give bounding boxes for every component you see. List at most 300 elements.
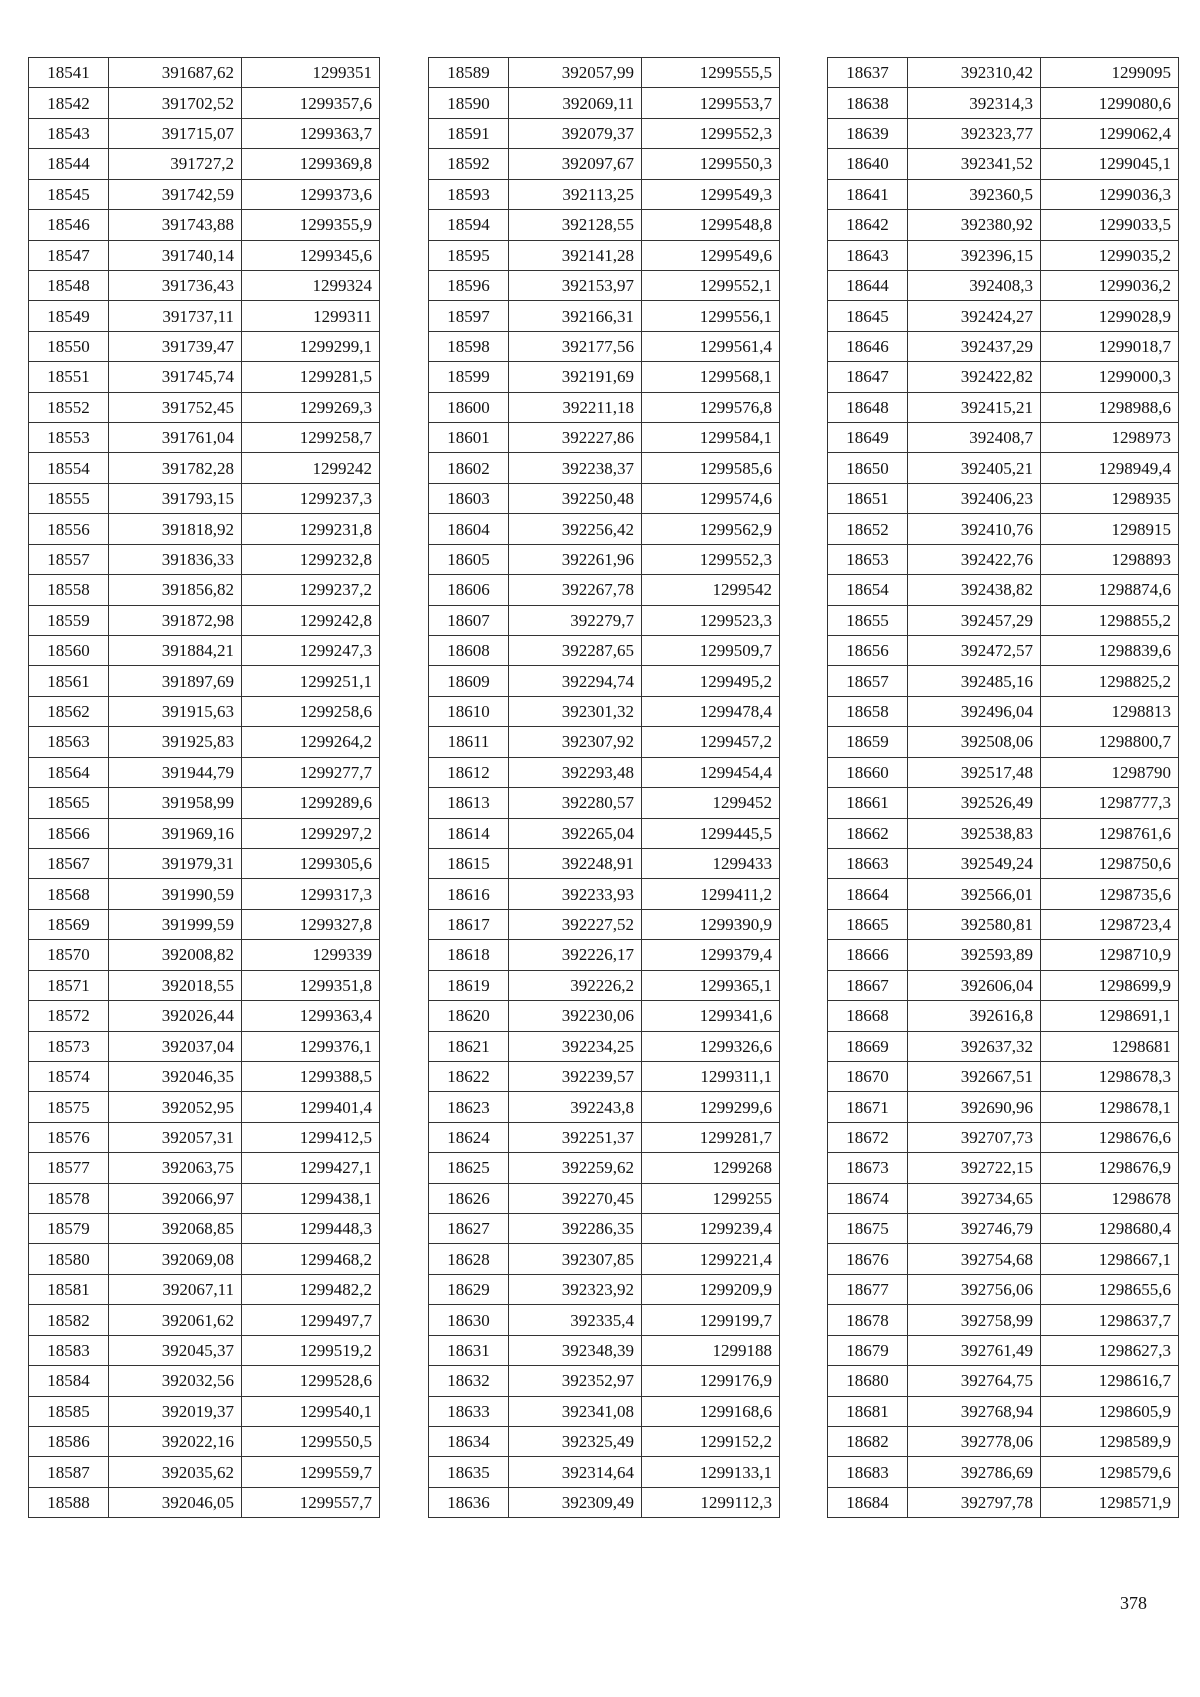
- table-row: [29, 149, 380, 179]
- x-coordinate-cell: 392057,99: [509, 58, 642, 88]
- table-row: [429, 1457, 780, 1487]
- point-number-cell: 18623: [429, 1092, 509, 1122]
- y-coordinate-cell: 1299557,7: [242, 1487, 380, 1517]
- y-coordinate-cell: 1299559,7: [242, 1457, 380, 1487]
- point-number-cell: 18640: [828, 149, 908, 179]
- point-number-cell: 18654: [828, 575, 908, 605]
- table-row: [828, 1274, 1179, 1304]
- point-number-cell: 18676: [828, 1244, 908, 1274]
- y-coordinate-cell: 1299550,3: [642, 149, 780, 179]
- y-coordinate-cell: 1299231,8: [242, 514, 380, 544]
- point-number-cell: 18684: [828, 1487, 908, 1517]
- y-coordinate-cell: 1299540,1: [242, 1396, 380, 1426]
- x-coordinate-cell: 392293,48: [509, 757, 642, 787]
- x-coordinate-cell: 391715,07: [109, 118, 242, 148]
- table-row: [828, 1426, 1179, 1456]
- y-coordinate-cell: 1299341,6: [642, 1001, 780, 1031]
- point-number-cell: 18671: [828, 1092, 908, 1122]
- y-coordinate-cell: 1298855,2: [1041, 605, 1179, 635]
- table-row: [29, 575, 380, 605]
- y-coordinate-cell: 1299454,4: [642, 757, 780, 787]
- x-coordinate-cell: 392248,91: [509, 848, 642, 878]
- table-row: [828, 605, 1179, 635]
- y-coordinate-cell: 1299247,3: [242, 636, 380, 666]
- y-coordinate-cell: 1299311: [242, 301, 380, 331]
- y-coordinate-cell: 1298699,9: [1041, 970, 1179, 1000]
- table-row: [828, 483, 1179, 513]
- point-number-cell: 18651: [828, 483, 908, 513]
- y-coordinate-cell: 1299036,3: [1041, 179, 1179, 209]
- x-coordinate-cell: 392341,52: [908, 149, 1041, 179]
- point-number-cell: 18672: [828, 1122, 908, 1152]
- y-coordinate-cell: 1298678,3: [1041, 1061, 1179, 1091]
- x-coordinate-cell: 392061,62: [109, 1305, 242, 1335]
- x-coordinate-cell: 392301,32: [509, 696, 642, 726]
- x-coordinate-cell: 392396,15: [908, 240, 1041, 270]
- x-coordinate-cell: 392352,97: [509, 1366, 642, 1396]
- y-coordinate-cell: 1298678,1: [1041, 1092, 1179, 1122]
- point-number-cell: 18675: [828, 1214, 908, 1244]
- y-coordinate-cell: 1298678: [1041, 1183, 1179, 1213]
- x-coordinate-cell: 392141,28: [509, 240, 642, 270]
- table-row: [828, 1122, 1179, 1152]
- y-coordinate-cell: 1299281,5: [242, 362, 380, 392]
- x-coordinate-cell: 392261,96: [509, 544, 642, 574]
- y-coordinate-cell: 1299062,4: [1041, 118, 1179, 148]
- point-number-cell: 18584: [29, 1366, 109, 1396]
- point-number-cell: 18673: [828, 1153, 908, 1183]
- table-row: [429, 392, 780, 422]
- table-row: [429, 179, 780, 209]
- y-coordinate-cell: 1299412,5: [242, 1122, 380, 1152]
- y-coordinate-cell: 1299357,6: [242, 88, 380, 118]
- point-number-cell: 18547: [29, 240, 109, 270]
- x-coordinate-cell: 391740,14: [109, 240, 242, 270]
- table-row: [429, 1487, 780, 1517]
- point-number-cell: 18614: [429, 818, 509, 848]
- point-number-cell: 18569: [29, 909, 109, 939]
- table-row: [828, 909, 1179, 939]
- point-number-cell: 18596: [429, 270, 509, 300]
- x-coordinate-cell: 392335,4: [509, 1305, 642, 1335]
- y-coordinate-cell: 1298935: [1041, 483, 1179, 513]
- table-row: [429, 1366, 780, 1396]
- point-number-cell: 18609: [429, 666, 509, 696]
- point-number-cell: 18555: [29, 483, 109, 513]
- table-row: [429, 118, 780, 148]
- point-number-cell: 18678: [828, 1305, 908, 1335]
- y-coordinate-cell: 1299561,4: [642, 331, 780, 361]
- table-row: [828, 270, 1179, 300]
- point-number-cell: 18578: [29, 1183, 109, 1213]
- point-number-cell: 18677: [828, 1274, 908, 1304]
- x-coordinate-cell: 392314,3: [908, 88, 1041, 118]
- table-row: [29, 58, 380, 88]
- y-coordinate-cell: 1299152,2: [642, 1426, 780, 1456]
- table-row: [828, 1487, 1179, 1517]
- table-row: [29, 696, 380, 726]
- point-number-cell: 18592: [429, 149, 509, 179]
- point-number-cell: 18611: [429, 727, 509, 757]
- point-number-cell: 18681: [828, 1396, 908, 1426]
- point-number-cell: 18580: [29, 1244, 109, 1274]
- y-coordinate-cell: 1299585,6: [642, 453, 780, 483]
- x-coordinate-cell: 391752,45: [109, 392, 242, 422]
- y-coordinate-cell: 1299277,7: [242, 757, 380, 787]
- y-coordinate-cell: 1299388,5: [242, 1061, 380, 1091]
- point-number-cell: 18649: [828, 423, 908, 453]
- table-row: [429, 1426, 780, 1456]
- point-number-cell: 18655: [828, 605, 908, 635]
- table-row: [29, 240, 380, 270]
- table-row: [29, 1366, 380, 1396]
- y-coordinate-cell: 1299427,1: [242, 1153, 380, 1183]
- y-coordinate-cell: 1299555,5: [642, 58, 780, 88]
- table-row: [429, 1274, 780, 1304]
- x-coordinate-cell: 392079,37: [509, 118, 642, 148]
- x-coordinate-cell: 392227,86: [509, 423, 642, 453]
- y-coordinate-cell: 1299033,5: [1041, 210, 1179, 240]
- point-number-cell: 18665: [828, 909, 908, 939]
- y-coordinate-cell: 1298825,2: [1041, 666, 1179, 696]
- x-coordinate-cell: 392761,49: [908, 1335, 1041, 1365]
- x-coordinate-cell: 392380,92: [908, 210, 1041, 240]
- table-row: [429, 1122, 780, 1152]
- point-number-cell: 18552: [29, 392, 109, 422]
- table-row: [429, 575, 780, 605]
- y-coordinate-cell: 1298655,6: [1041, 1274, 1179, 1304]
- y-coordinate-cell: 1299438,1: [242, 1183, 380, 1213]
- point-number-cell: 18559: [29, 605, 109, 635]
- x-coordinate-cell: 392238,37: [509, 453, 642, 483]
- table-row: [29, 605, 380, 635]
- table-row: [429, 666, 780, 696]
- x-coordinate-cell: 392438,82: [908, 575, 1041, 605]
- y-coordinate-cell: 1298680,4: [1041, 1214, 1179, 1244]
- x-coordinate-cell: 391969,16: [109, 818, 242, 848]
- y-coordinate-cell: 1299568,1: [642, 362, 780, 392]
- table-row: [429, 1244, 780, 1274]
- x-coordinate-cell: 392113,25: [509, 179, 642, 209]
- point-number-cell: 18631: [429, 1335, 509, 1365]
- table-row: [828, 1305, 1179, 1335]
- point-number-cell: 18598: [429, 331, 509, 361]
- table-row: [429, 331, 780, 361]
- y-coordinate-cell: 1299242,8: [242, 605, 380, 635]
- x-coordinate-cell: 392508,06: [908, 727, 1041, 757]
- point-number-cell: 18603: [429, 483, 509, 513]
- x-coordinate-cell: 392234,25: [509, 1031, 642, 1061]
- y-coordinate-cell: 1298915: [1041, 514, 1179, 544]
- table-row: [29, 818, 380, 848]
- x-coordinate-cell: 392722,15: [908, 1153, 1041, 1183]
- point-number-cell: 18663: [828, 848, 908, 878]
- point-number-cell: 18683: [828, 1457, 908, 1487]
- point-number-cell: 18660: [828, 757, 908, 787]
- table-row: [29, 879, 380, 909]
- y-coordinate-cell: 1299482,2: [242, 1274, 380, 1304]
- point-number-cell: 18573: [29, 1031, 109, 1061]
- x-coordinate-cell: 392538,83: [908, 818, 1041, 848]
- y-coordinate-cell: 1299411,2: [642, 879, 780, 909]
- table-row: [429, 636, 780, 666]
- y-coordinate-cell: 1299542: [642, 575, 780, 605]
- table-row: [29, 1214, 380, 1244]
- table-row: [29, 1092, 380, 1122]
- x-coordinate-cell: 392037,04: [109, 1031, 242, 1061]
- point-number-cell: 18618: [429, 940, 509, 970]
- x-coordinate-cell: 392069,11: [509, 88, 642, 118]
- y-coordinate-cell: 1299188: [642, 1335, 780, 1365]
- point-number-cell: 18610: [429, 696, 509, 726]
- x-coordinate-cell: 392734,65: [908, 1183, 1041, 1213]
- table-row: [828, 240, 1179, 270]
- point-number-cell: 18558: [29, 575, 109, 605]
- table-row: [429, 453, 780, 483]
- point-number-cell: 18604: [429, 514, 509, 544]
- table-row: [429, 818, 780, 848]
- table-row: [29, 392, 380, 422]
- x-coordinate-cell: 392063,75: [109, 1153, 242, 1183]
- point-number-cell: 18646: [828, 331, 908, 361]
- table-row: [828, 1457, 1179, 1487]
- point-number-cell: 18543: [29, 118, 109, 148]
- point-number-cell: 18564: [29, 757, 109, 787]
- x-coordinate-cell: 392032,56: [109, 1366, 242, 1396]
- x-coordinate-cell: 392066,97: [109, 1183, 242, 1213]
- point-number-cell: 18624: [429, 1122, 509, 1152]
- point-number-cell: 18620: [429, 1001, 509, 1031]
- point-number-cell: 18638: [828, 88, 908, 118]
- x-coordinate-cell: 392485,16: [908, 666, 1041, 696]
- table-row: [29, 1244, 380, 1274]
- point-number-cell: 18587: [29, 1457, 109, 1487]
- point-number-cell: 18650: [828, 453, 908, 483]
- table-row: [29, 179, 380, 209]
- x-coordinate-cell: 391884,21: [109, 636, 242, 666]
- y-coordinate-cell: 1299433: [642, 848, 780, 878]
- x-coordinate-cell: 392256,42: [509, 514, 642, 544]
- x-coordinate-cell: 392325,49: [509, 1426, 642, 1456]
- x-coordinate-cell: 392310,42: [908, 58, 1041, 88]
- y-coordinate-cell: 1299550,5: [242, 1426, 380, 1456]
- y-coordinate-cell: 1299365,1: [642, 970, 780, 1000]
- x-coordinate-cell: 392406,23: [908, 483, 1041, 513]
- table-row: [828, 1092, 1179, 1122]
- x-coordinate-cell: 392286,35: [509, 1214, 642, 1244]
- y-coordinate-cell: 1298691,1: [1041, 1001, 1179, 1031]
- point-number-cell: 18562: [29, 696, 109, 726]
- y-coordinate-cell: 1299345,6: [242, 240, 380, 270]
- x-coordinate-cell: 392667,51: [908, 1061, 1041, 1091]
- y-coordinate-cell: 1298616,7: [1041, 1366, 1179, 1396]
- table-row: [29, 909, 380, 939]
- y-coordinate-cell: 1298800,7: [1041, 727, 1179, 757]
- table-row: [429, 483, 780, 513]
- x-coordinate-cell: 392323,92: [509, 1274, 642, 1304]
- y-coordinate-cell: 1298676,6: [1041, 1122, 1179, 1152]
- y-coordinate-cell: 1299232,8: [242, 544, 380, 574]
- point-number-cell: 18551: [29, 362, 109, 392]
- y-coordinate-cell: 1299239,4: [642, 1214, 780, 1244]
- table-row: [29, 118, 380, 148]
- x-coordinate-cell: 392756,06: [908, 1274, 1041, 1304]
- table-row: [429, 301, 780, 331]
- table-row: [29, 270, 380, 300]
- y-coordinate-cell: 1299268: [642, 1153, 780, 1183]
- y-coordinate-cell: 1299576,8: [642, 392, 780, 422]
- table-row: [429, 423, 780, 453]
- table-row: [29, 301, 380, 331]
- point-number-cell: 18571: [29, 970, 109, 1000]
- x-coordinate-cell: 392517,48: [908, 757, 1041, 787]
- point-number-cell: 18661: [828, 788, 908, 818]
- x-coordinate-cell: 392307,92: [509, 727, 642, 757]
- point-number-cell: 18664: [828, 879, 908, 909]
- point-number-cell: 18568: [29, 879, 109, 909]
- x-coordinate-cell: 392496,04: [908, 696, 1041, 726]
- y-coordinate-cell: 1298627,3: [1041, 1335, 1179, 1365]
- y-coordinate-cell: 1299390,9: [642, 909, 780, 939]
- x-coordinate-cell: 392754,68: [908, 1244, 1041, 1274]
- table-row: [29, 788, 380, 818]
- point-number-cell: 18591: [429, 118, 509, 148]
- y-coordinate-cell: 1298777,3: [1041, 788, 1179, 818]
- y-coordinate-cell: 1299258,6: [242, 696, 380, 726]
- table-row: [828, 848, 1179, 878]
- point-number-cell: 18581: [29, 1274, 109, 1304]
- x-coordinate-cell: 392068,85: [109, 1214, 242, 1244]
- table-row: [828, 544, 1179, 574]
- table-row: [29, 757, 380, 787]
- y-coordinate-cell: 1298681: [1041, 1031, 1179, 1061]
- table-row: [828, 1335, 1179, 1365]
- table-row: [29, 1153, 380, 1183]
- table-row: [828, 879, 1179, 909]
- y-coordinate-cell: 1298874,6: [1041, 575, 1179, 605]
- y-coordinate-cell: 1299255: [642, 1183, 780, 1213]
- point-number-cell: 18595: [429, 240, 509, 270]
- table-row: [29, 1426, 380, 1456]
- table-row: [828, 1031, 1179, 1061]
- x-coordinate-cell: 392022,16: [109, 1426, 242, 1456]
- y-coordinate-cell: 1299363,4: [242, 1001, 380, 1031]
- point-number-cell: 18579: [29, 1214, 109, 1244]
- table-row: [828, 1214, 1179, 1244]
- point-number-cell: 18553: [29, 423, 109, 453]
- table-row: [828, 118, 1179, 148]
- y-coordinate-cell: 1299373,6: [242, 179, 380, 209]
- y-coordinate-cell: 1299018,7: [1041, 331, 1179, 361]
- x-coordinate-cell: 392415,21: [908, 392, 1041, 422]
- y-coordinate-cell: 1299299,1: [242, 331, 380, 361]
- point-number-cell: 18563: [29, 727, 109, 757]
- point-number-cell: 18607: [429, 605, 509, 635]
- y-coordinate-cell: 1298579,6: [1041, 1457, 1179, 1487]
- x-coordinate-cell: 392637,32: [908, 1031, 1041, 1061]
- table-row: [29, 1396, 380, 1426]
- point-number-cell: 18613: [429, 788, 509, 818]
- x-coordinate-cell: 392052,95: [109, 1092, 242, 1122]
- x-coordinate-cell: 391745,74: [109, 362, 242, 392]
- y-coordinate-cell: 1298735,6: [1041, 879, 1179, 909]
- table-row: [828, 636, 1179, 666]
- point-number-cell: 18642: [828, 210, 908, 240]
- point-number-cell: 18632: [429, 1366, 509, 1396]
- point-number-cell: 18669: [828, 1031, 908, 1061]
- x-coordinate-cell: 392267,78: [509, 575, 642, 605]
- x-coordinate-cell: 391793,15: [109, 483, 242, 513]
- table-row: [29, 727, 380, 757]
- table-row: [828, 666, 1179, 696]
- x-coordinate-cell: 392764,75: [908, 1366, 1041, 1396]
- y-coordinate-cell: 1299297,2: [242, 818, 380, 848]
- y-coordinate-cell: 1298949,4: [1041, 453, 1179, 483]
- x-coordinate-cell: 391702,52: [109, 88, 242, 118]
- point-number-cell: 18612: [429, 757, 509, 787]
- y-coordinate-cell: 1299549,3: [642, 179, 780, 209]
- x-coordinate-cell: 391761,04: [109, 423, 242, 453]
- y-coordinate-cell: 1299080,6: [1041, 88, 1179, 118]
- x-coordinate-cell: 391856,82: [109, 575, 242, 605]
- y-coordinate-cell: 1299327,8: [242, 909, 380, 939]
- point-number-cell: 18667: [828, 970, 908, 1000]
- y-coordinate-cell: 1299176,9: [642, 1366, 780, 1396]
- y-coordinate-cell: 1299509,7: [642, 636, 780, 666]
- y-coordinate-cell: 1299305,6: [242, 848, 380, 878]
- x-coordinate-cell: 392768,94: [908, 1396, 1041, 1426]
- point-number-cell: 18629: [429, 1274, 509, 1304]
- y-coordinate-cell: 1298839,6: [1041, 636, 1179, 666]
- x-coordinate-cell: 392786,69: [908, 1457, 1041, 1487]
- y-coordinate-cell: 1299562,9: [642, 514, 780, 544]
- table-row: [29, 636, 380, 666]
- x-coordinate-cell: 391925,83: [109, 727, 242, 757]
- y-coordinate-cell: 1299000,3: [1041, 362, 1179, 392]
- table-row: [429, 1335, 780, 1365]
- y-coordinate-cell: 1299363,7: [242, 118, 380, 148]
- point-number-cell: 18542: [29, 88, 109, 118]
- x-coordinate-cell: 391958,99: [109, 788, 242, 818]
- x-coordinate-cell: 392226,2: [509, 970, 642, 1000]
- x-coordinate-cell: 391687,62: [109, 58, 242, 88]
- x-coordinate-cell: 392606,04: [908, 970, 1041, 1000]
- x-coordinate-cell: 392230,06: [509, 1001, 642, 1031]
- point-number-cell: 18574: [29, 1061, 109, 1091]
- x-coordinate-cell: 391727,2: [109, 149, 242, 179]
- x-coordinate-cell: 392046,35: [109, 1061, 242, 1091]
- table-row: [828, 149, 1179, 179]
- point-number-cell: 18628: [429, 1244, 509, 1274]
- table-row: [429, 149, 780, 179]
- y-coordinate-cell: 1299448,3: [242, 1214, 380, 1244]
- x-coordinate-cell: 392153,97: [509, 270, 642, 300]
- y-coordinate-cell: 1299549,6: [642, 240, 780, 270]
- y-coordinate-cell: 1299445,5: [642, 818, 780, 848]
- point-number-cell: 18656: [828, 636, 908, 666]
- point-number-cell: 18622: [429, 1061, 509, 1091]
- table-row: [29, 848, 380, 878]
- y-coordinate-cell: 1299324: [242, 270, 380, 300]
- table-row: [429, 270, 780, 300]
- x-coordinate-cell: 392307,85: [509, 1244, 642, 1274]
- table-row: [828, 575, 1179, 605]
- x-coordinate-cell: 391836,33: [109, 544, 242, 574]
- x-coordinate-cell: 392309,49: [509, 1487, 642, 1517]
- y-coordinate-cell: 1299311,1: [642, 1061, 780, 1091]
- y-coordinate-cell: 1299269,3: [242, 392, 380, 422]
- y-coordinate-cell: 1298667,1: [1041, 1244, 1179, 1274]
